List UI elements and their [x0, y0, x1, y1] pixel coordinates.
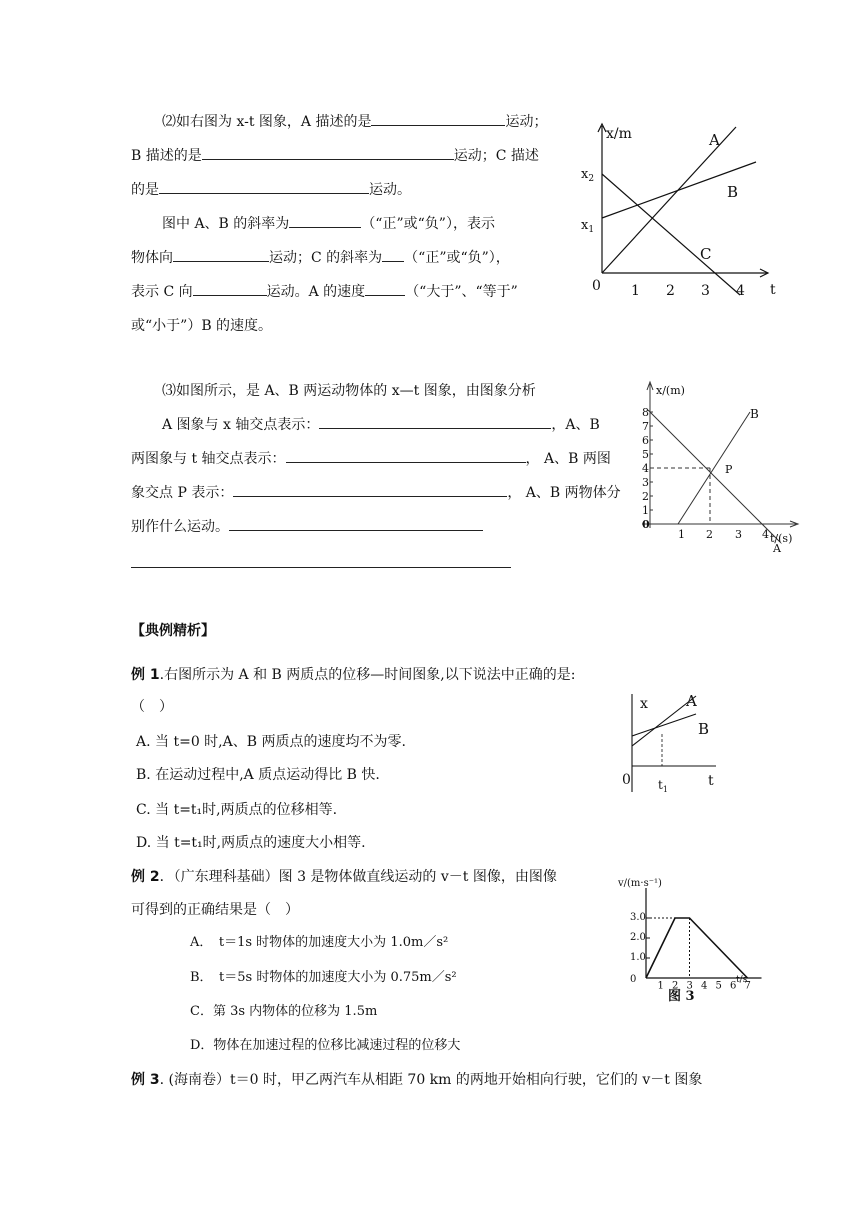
section-title: 【典例精析】 [131, 623, 215, 639]
q3-line3: 两图象与 t 轴交点表示： ， A、B 两图 [131, 451, 611, 467]
origin-label: 0 [642, 518, 650, 531]
ex2-option-d: D．物体在加速过程的位移比减速过程的位移大 [190, 1038, 461, 1053]
q2-line7: 或“小于”）B 的速度。 [131, 318, 273, 334]
x-tick: 1 [657, 980, 664, 992]
x-tick: 6 [730, 980, 737, 992]
origin-label: 0 [630, 974, 637, 985]
y-axis-label: x [640, 696, 648, 712]
line-c-label: C [700, 245, 712, 263]
ex2-stem-2: 可得到的正确结果是（ ） [131, 902, 299, 918]
answer-blank[interactable] [382, 248, 404, 262]
ex1-option-b: B. 在运动过程中,A 质点运动得比 B 快. [136, 767, 380, 783]
point-p-label: P [725, 463, 733, 476]
ex2-option-b: B． t＝5s 时物体的加速度大小为 0.75m／s² [190, 970, 457, 985]
y-tick: 1 [642, 504, 649, 517]
x2-label: $x_2$ [581, 167, 595, 184]
q3-line4: 象交点 P 表示： ， A、B 两物体分 [131, 485, 621, 501]
y-tick: 6 [642, 434, 649, 447]
q2-line5: 物体向 运动；C 的斜率为 （“正”或“负”）， [131, 250, 510, 266]
ex1-stem: 例 1.右图所示为 A 和 B 两质点的位移—时间图象,以下说法中正确的是: [131, 667, 576, 683]
origin-label: 0 [622, 772, 631, 788]
y-axis-label: v/(m·s⁻¹) [618, 878, 662, 889]
y-axis-label: x/(m) [656, 384, 685, 397]
line-a [648, 410, 780, 542]
y-tick: 8 [642, 406, 649, 419]
line-a-label: A [686, 692, 697, 710]
t1-label: $t_1$ [658, 778, 668, 794]
origin-label: 0 [592, 278, 601, 294]
y-axis-label: x/m [606, 126, 632, 142]
answer-line[interactable] [131, 567, 511, 568]
answer-blank[interactable] [371, 112, 505, 126]
figure-caption: 图 3 [668, 989, 695, 1004]
line-b-label: B [727, 183, 739, 201]
line-b-label: B [750, 407, 759, 421]
q2-line1: ⑵如右图为 x-t 图象，A 描述的是 运动； [162, 114, 548, 130]
figure-xt-abc [578, 118, 778, 298]
ex1-option-a: A. 当 t=0 时,A、B 两质点的速度均不为零. [136, 734, 406, 750]
figure-ex1-xt [618, 690, 728, 800]
answer-blank[interactable] [229, 517, 483, 531]
q2-line4: 图中 A、B 的斜率为 （“正”或“负”），表示 [162, 216, 495, 232]
y-tick: 5 [642, 448, 649, 461]
answer-blank[interactable] [173, 248, 269, 262]
ex3-stem: 例 3. (海南卷）t＝0 时，甲乙两汽车从相距 70 km 的两地开始相向行驶，它们的 v－t 图象 [131, 1072, 703, 1088]
answer-blank[interactable] [365, 282, 405, 296]
answer-blank[interactable] [319, 415, 551, 429]
q3-line2: A 图象与 x 轴交点表示： ，A、B [162, 417, 600, 433]
y-tick: 3.0 [630, 912, 646, 923]
x-tick: 1 [678, 528, 685, 541]
q3-line1: ⑶如图所示，是 A、B 两运动物体的 x—t 图象，由图象分析 [162, 383, 536, 399]
figure-vt-chart [616, 872, 766, 1007]
q2-line6: 表示 C 向 运动。A 的速度 （“大于”、“等于” [131, 284, 518, 300]
figure-xt-ab-p [640, 378, 810, 558]
x-tick: 2 [706, 528, 713, 541]
x-tick: 3 [686, 980, 693, 992]
y-tick: 1.0 [630, 952, 646, 963]
tick-label: 3 [701, 283, 710, 299]
line-b [632, 714, 696, 736]
x-tick: 5 [715, 980, 722, 992]
q2-line3: 的是 运动。 [131, 182, 411, 198]
line-a-label: A [709, 131, 720, 149]
ex1-paren: （ ） [131, 699, 173, 715]
x-tick: 7 [744, 980, 751, 992]
answer-blank[interactable] [202, 146, 454, 160]
x-axis-label: t/s [736, 975, 748, 985]
y-tick: 4 [642, 462, 649, 475]
line-b-label: B [698, 720, 710, 738]
ex2-option-a: A． t＝1s 时物体的加速度大小为 1.0m／s² [190, 935, 449, 950]
y-tick: 3 [642, 476, 649, 489]
answer-blank[interactable] [289, 214, 361, 228]
line-c [602, 174, 740, 295]
series-line [646, 918, 748, 978]
x-tick: 4 [701, 980, 708, 992]
y-tick: 7 [642, 420, 649, 433]
ex2-option-c: C．第 3s 内物体的位移为 1.5m [190, 1004, 378, 1019]
answer-blank[interactable] [233, 483, 507, 497]
q2-line2: B 描述的是 运动；C 描述 [131, 148, 539, 164]
x-axis-label: t [708, 773, 714, 789]
answer-blank[interactable] [286, 449, 526, 463]
line-a-label: A [773, 542, 781, 555]
tick-label: 4 [736, 283, 745, 299]
tick-label: 1 [631, 283, 640, 299]
answer-blank[interactable] [159, 180, 369, 194]
q3-line5: 别作什么运动。 [131, 517, 483, 537]
ex2-stem-1: 例 2．（广东理科基础）图 3 是物体做直线运动的 v－t 图像，由图像 [131, 869, 557, 885]
ex1-option-c: C. 当 t=t₁时,两质点的位移相等. [136, 802, 338, 818]
answer-blank[interactable] [193, 282, 267, 296]
x1-label: $x_1$ [581, 218, 595, 235]
y-tick: 2.0 [630, 932, 646, 943]
x-axis-label: t [770, 282, 776, 298]
x-axis-label: t/(s) [770, 532, 793, 545]
x-tick: 2 [672, 980, 679, 992]
x-tick: 4 [762, 528, 769, 541]
tick-label: 2 [666, 283, 675, 299]
x-tick: 3 [735, 528, 742, 541]
y-tick: 2 [642, 490, 649, 503]
ex1-option-d: D. 当 t=t₁时,两质点的速度大小相等. [136, 835, 366, 851]
